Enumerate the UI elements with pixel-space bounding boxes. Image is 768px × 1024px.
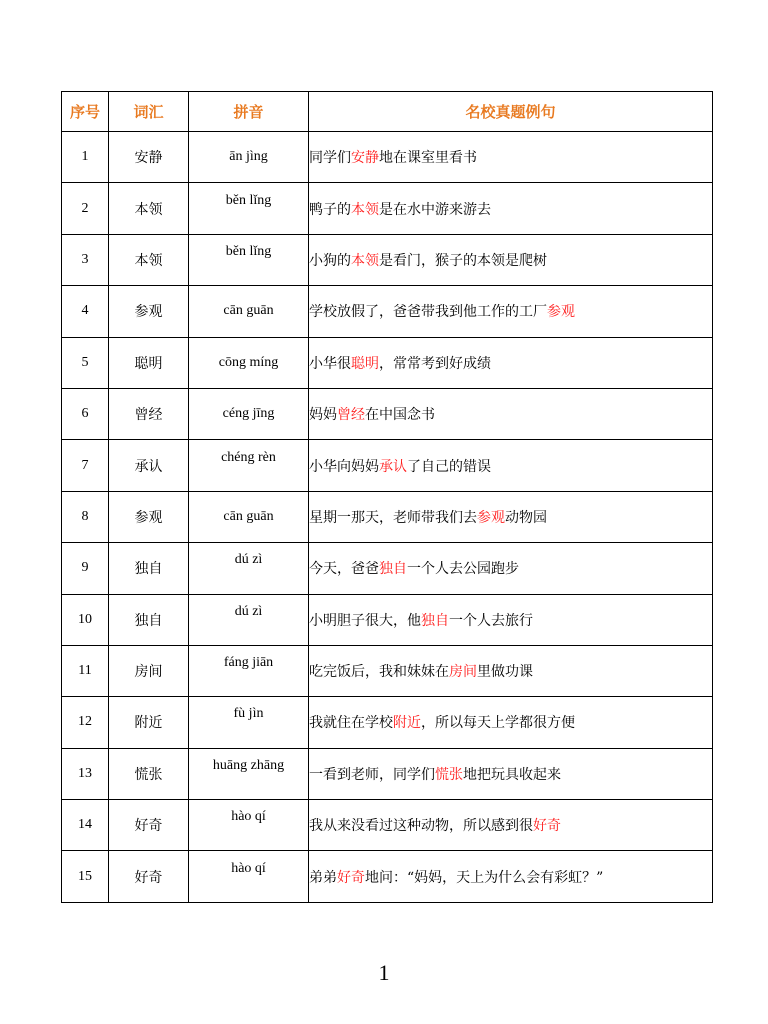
sentence-highlight: 好奇: [337, 869, 365, 886]
row-pinyin: [189, 543, 309, 594]
row-number: 15: [62, 851, 109, 902]
sentence-highlight: 本领: [351, 201, 379, 218]
row-word: 本领: [109, 234, 189, 285]
row-pinyin: [189, 697, 309, 748]
pinyin-text: běn lǐng: [225, 192, 272, 208]
pinyin-text: chéng rèn: [221, 449, 276, 465]
row-word: 参观: [109, 491, 189, 542]
row-pinyin: [189, 388, 309, 439]
sentence-highlight: 参观: [547, 304, 575, 321]
row-word: 承认: [109, 440, 189, 491]
sentence-post: 地在课室里看书: [379, 150, 477, 167]
table-body: [62, 132, 713, 903]
row-number: 13: [62, 748, 109, 799]
row-pinyin: [189, 183, 309, 234]
row-word: 独自: [109, 594, 189, 645]
sentence-post: 里做功课: [477, 664, 533, 681]
sentence-highlight: 本领: [351, 252, 379, 269]
sentence-highlight: 安静: [351, 150, 379, 167]
sentence-highlight: 参观: [477, 509, 505, 526]
sentence-highlight: 独自: [379, 561, 407, 578]
table-row: [62, 748, 713, 799]
sentence-pre: 星期一那天，老师带我们去: [309, 509, 477, 526]
header-number: 序号: [62, 92, 109, 132]
row-number: 11: [62, 645, 109, 696]
sentence-pre: 我就住在学校: [309, 715, 393, 732]
sentence-pre: 我从来没看过这种动物，所以感到很: [309, 818, 533, 835]
sentence-post: 地把玩具收起来: [463, 766, 561, 783]
sentence-pre: 小华向妈妈: [309, 458, 379, 475]
row-sentence: [309, 132, 713, 183]
row-pinyin: [189, 337, 309, 388]
pinyin-text: fù jìn: [233, 706, 264, 722]
row-sentence: [309, 594, 713, 645]
sentence-highlight: 附近: [393, 715, 421, 732]
row-pinyin: [189, 594, 309, 645]
pinyin-text: dú zì: [234, 603, 263, 619]
pinyin-text: hào qí: [231, 860, 266, 876]
pinyin-text: hào qí: [231, 809, 266, 825]
pinyin-text: cān guān: [223, 508, 274, 524]
row-pinyin: [189, 748, 309, 799]
row-word: 安静: [109, 132, 189, 183]
row-word: 参观: [109, 286, 189, 337]
row-word: 好奇: [109, 800, 189, 851]
sentence-highlight: 慌张: [435, 766, 463, 783]
sentence-pre: 小明胆子很大，他: [309, 612, 421, 629]
row-pinyin: [189, 286, 309, 337]
pinyin-text: cōng míng: [218, 354, 279, 370]
row-number: 10: [62, 594, 109, 645]
sentence-post: 是看门，猴子的本领是爬树: [379, 252, 547, 269]
sentence-post: 了自己的错误: [407, 458, 491, 475]
row-sentence: [309, 491, 713, 542]
sentence-highlight: 承认: [379, 458, 407, 475]
header-word: 词汇: [109, 92, 189, 132]
pinyin-text: fáng jiān: [223, 655, 274, 671]
table-row: [62, 388, 713, 439]
sentence-pre: 弟弟: [309, 869, 337, 886]
table-row: [62, 132, 713, 183]
row-word: 附近: [109, 697, 189, 748]
row-sentence: [309, 337, 713, 388]
row-word: 好奇: [109, 851, 189, 902]
table-row: [62, 851, 713, 902]
row-sentence: [309, 697, 713, 748]
row-sentence: [309, 543, 713, 594]
sentence-highlight: 房间: [449, 664, 477, 681]
header-sentence: 名校真题例句: [309, 92, 713, 132]
row-word: 房间: [109, 645, 189, 696]
row-pinyin: [189, 440, 309, 491]
table-row: [62, 337, 713, 388]
sentence-highlight: 聪明: [351, 355, 379, 372]
row-sentence: [309, 234, 713, 285]
table-row: [62, 286, 713, 337]
row-sentence: [309, 748, 713, 799]
row-word: 独自: [109, 543, 189, 594]
sentence-post: 在中国念书: [365, 407, 435, 424]
row-word: 本领: [109, 183, 189, 234]
sentence-pre: 同学们: [309, 150, 351, 167]
row-number: 6: [62, 388, 109, 439]
row-sentence: [309, 388, 713, 439]
table-row: [62, 491, 713, 542]
sentence-post: ，常常考到好成绩: [379, 355, 491, 372]
row-pinyin: [189, 645, 309, 696]
sentence-pre: 学校放假了，爸爸带我到他工作的工厂: [309, 304, 547, 321]
row-number: 9: [62, 543, 109, 594]
pinyin-text: běn lǐng: [225, 243, 272, 259]
pinyin-text: ān jìng: [229, 149, 268, 165]
sentence-highlight: 曾经: [337, 407, 365, 424]
sentence-pre: 吃完饭后，我和妹妹在: [309, 664, 449, 681]
row-sentence: [309, 183, 713, 234]
row-number: 1: [62, 132, 109, 183]
header-pinyin: 拼音: [189, 92, 309, 132]
table-row: [62, 183, 713, 234]
row-number: 4: [62, 286, 109, 337]
sentence-pre: 妈妈: [309, 407, 337, 424]
sentence-post: 一个人去旅行: [449, 612, 533, 629]
row-pinyin: [189, 800, 309, 851]
row-sentence: [309, 645, 713, 696]
pinyin-text: cān guān: [223, 303, 274, 319]
row-number: 3: [62, 234, 109, 285]
sentence-pre: 鸭子的: [309, 201, 351, 218]
sentence-highlight: 独自: [421, 612, 449, 629]
row-word: 慌张: [109, 748, 189, 799]
sentence-post: 是在水中游来游去: [379, 201, 491, 218]
sentence-pre: 一看到老师，同学们: [309, 766, 435, 783]
row-number: 2: [62, 183, 109, 234]
sentence-pre: 小狗的: [309, 252, 351, 269]
row-sentence: [309, 800, 713, 851]
sentence-pre: 今天，爸爸: [309, 561, 379, 578]
row-pinyin: [189, 234, 309, 285]
row-number: 12: [62, 697, 109, 748]
row-sentence: [309, 286, 713, 337]
sentence-highlight: 好奇: [533, 818, 561, 835]
page-number: 1: [378, 960, 390, 985]
sentence-pre: 小华很: [309, 355, 351, 372]
row-number: 7: [62, 440, 109, 491]
table-row: [62, 543, 713, 594]
row-sentence: [309, 851, 713, 902]
vocabulary-table: [61, 91, 713, 903]
row-word: 聪明: [109, 337, 189, 388]
row-word: 曾经: [109, 388, 189, 439]
table-row: [62, 800, 713, 851]
pinyin-text: huāng zhāng: [212, 757, 285, 773]
table-row: [62, 234, 713, 285]
table-row: [62, 697, 713, 748]
table-row: [62, 440, 713, 491]
sentence-post: 一个人去公园跑步: [407, 561, 519, 578]
table-row: [62, 594, 713, 645]
row-number: 5: [62, 337, 109, 388]
table-header-row: [62, 92, 713, 132]
row-number: 14: [62, 800, 109, 851]
row-pinyin: [189, 132, 309, 183]
row-number: 8: [62, 491, 109, 542]
table-row: [62, 645, 713, 696]
pinyin-text: céng jīng: [222, 406, 275, 422]
sentence-post: 地问：“妈妈，天上为什么会有彩虹？”: [365, 869, 604, 886]
row-pinyin: [189, 851, 309, 902]
sentence-post: 动物园: [505, 509, 547, 526]
row-sentence: [309, 440, 713, 491]
row-pinyin: [189, 491, 309, 542]
sentence-post: ，所以每天上学都很方便: [421, 715, 575, 732]
pinyin-text: dú zì: [234, 552, 263, 568]
